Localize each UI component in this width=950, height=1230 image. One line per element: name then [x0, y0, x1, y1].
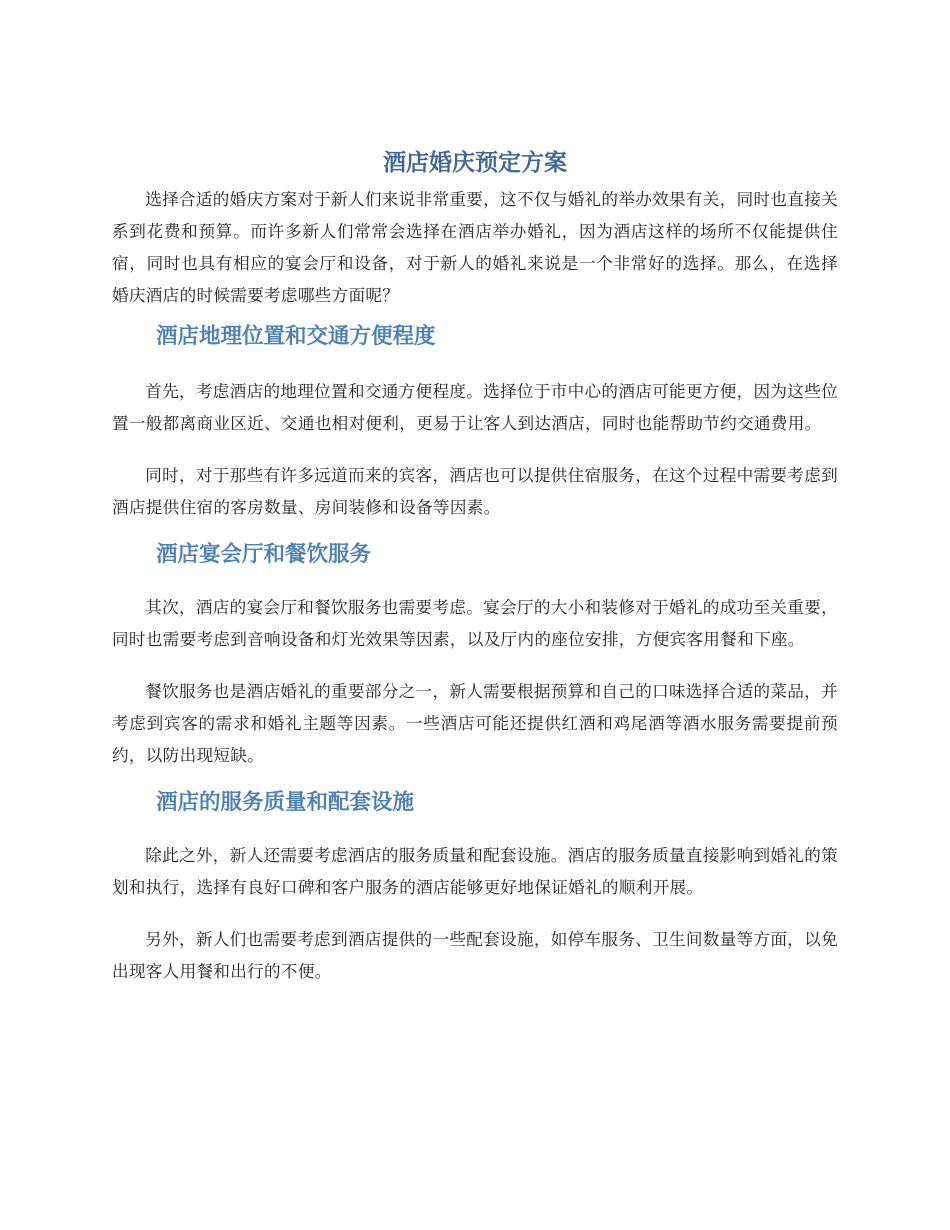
section-paragraph: 除此之外，新人还需要考虑酒店的服务质量和配套设施。酒店的服务质量直接影响到婚礼的策划和执行，选择有良好口碑和客户服务的酒店能够更好地保证婚礼的顺利开展。 — [112, 846, 838, 897]
section-paragraph: 餐饮服务也是酒店婚礼的重要部分之一，新人需要根据预算和自己的口味选择合适的菜品，并考虑到宾客的需求和婚礼主题等因素。一些酒店可能还提供红酒和鸡尾酒等酒水服务需要提前预约，以防出现短缺。 — [112, 682, 838, 765]
document-page — [112, 148, 838, 1004]
section-paragraph: 首先，考虑酒店的地理位置和交通方便程度。选择位于市中心的酒店可能更方便，因为这些位置一般都离商业区近、交通也相对便利，更易于让客人到达酒店，同时也能帮助节约交通费用。 — [112, 382, 838, 433]
section-heading-location: 酒店地理位置和交通方便程度 — [156, 324, 436, 349]
section-heading-service: 酒店的服务质量和配套设施 — [156, 790, 415, 815]
document-title: 酒店婚庆预定方案 — [383, 150, 567, 176]
section-paragraph: 另外，新人们也需要考虑到酒店提供的一些配套设施，如停车服务、卫生间数量等方面，以免出现客人用餐和出行的不便。 — [112, 930, 838, 981]
section-paragraph: 同时，对于那些有许多远道而来的宾客，酒店也可以提供住宿服务，在这个过程中需要考虑到酒店提供住宿的客房数量、房间装修和设备等因素。 — [112, 466, 838, 517]
section-paragraph: 其次，酒店的宴会厅和餐饮服务也需要考虑。宴会厅的大小和装修对于婚礼的成功至关重要，同时也需要考虑到音响设备和灯光效果等因素，以及厅内的座位安排，方便宾客用餐和下座。 — [112, 598, 838, 649]
intro-paragraph: 选择合适的婚庆方案对于新人们来说非常重要，这不仅与婚礼的举办效果有关，同时也直接关系到花费和预算。而许多新人们常常会选择在酒店举办婚礼，因为酒店这样的场所不仅能提供住宿，同时也具有相应的宴会厅和设备，对于新人的婚礼来说是一个非常好的选择。那么，在选择婚庆酒店的时候需要考虑哪些方面呢？ — [112, 190, 838, 305]
section-heading-banquet: 酒店宴会厅和餐饮服务 — [156, 542, 372, 567]
